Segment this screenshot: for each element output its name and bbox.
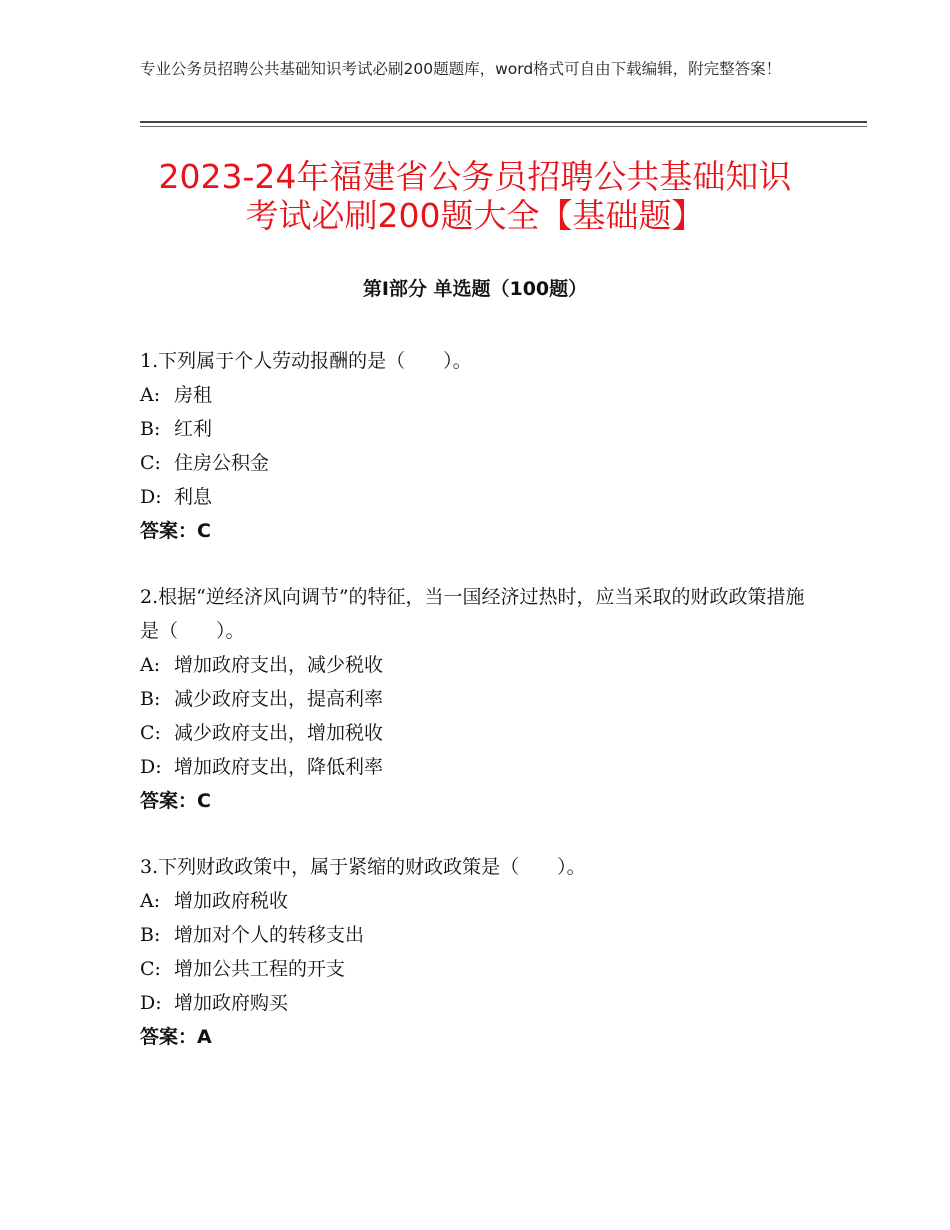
answer-line: 答案：C	[140, 520, 211, 542]
section-heading: 第Ⅰ部分 单选题（100题）	[362, 278, 588, 300]
document-title	[100, 157, 850, 235]
option-letter: A:	[140, 890, 161, 912]
option-letter: C:	[140, 722, 161, 744]
option-a	[140, 378, 820, 412]
option-letter: B:	[140, 924, 161, 946]
option-c	[140, 952, 820, 986]
option-text: 减少政府支出，增加税收	[174, 722, 384, 744]
option-text: 增加政府支出，减少税收	[174, 654, 384, 676]
option-letter: B:	[140, 688, 161, 710]
header-rule-thin	[140, 126, 867, 127]
question-stem: 2.根据“逆经济风向调节”的特征，当一国经济过热时，应当采取的财政政策措施是（ ）。	[140, 586, 805, 642]
option-text: 住房公积金	[174, 452, 270, 474]
option-text: 增加公共工程的开支	[174, 958, 346, 980]
option-text: 增加政府支出，降低利率	[174, 756, 384, 778]
option-letter: D:	[140, 992, 162, 1014]
option-text: 增加政府购买	[174, 992, 289, 1014]
option-text: 房租	[174, 384, 213, 406]
option-b	[140, 682, 820, 716]
option-a	[140, 648, 820, 682]
option-b	[140, 918, 820, 952]
option-letter: B:	[140, 418, 161, 440]
option-letter: D:	[140, 486, 162, 508]
option-text: 红利	[174, 418, 213, 440]
question-3	[140, 850, 820, 1054]
option-text: 减少政府支出，提高利率	[174, 688, 384, 710]
option-a	[140, 884, 820, 918]
option-text: 利息	[174, 486, 213, 508]
option-c	[140, 446, 820, 480]
question-1	[140, 344, 820, 548]
question-2	[140, 580, 820, 818]
option-text: 增加对个人的转移支出	[174, 924, 365, 946]
title-line-1: 2023-24年福建省公务员招聘公共基础知识	[158, 157, 792, 196]
answer-line: 答案：C	[140, 790, 211, 812]
option-letter: C:	[140, 452, 161, 474]
option-d	[140, 986, 820, 1020]
option-b	[140, 412, 820, 446]
option-d	[140, 750, 820, 784]
title-line-2: 考试必刷200题大全【基础题】	[245, 196, 705, 235]
option-letter: A:	[140, 384, 161, 406]
answer-line: 答案：A	[140, 1026, 212, 1048]
header-rule-thick	[140, 121, 867, 123]
option-c	[140, 716, 820, 750]
question-stem: 3.下列财政政策中，属于紧缩的财政政策是（ ）。	[140, 856, 586, 878]
header-note: 专业公务员招聘公共基础知识考试必刷200题题库，word格式可自由下载编辑，附完整答案！	[140, 60, 782, 78]
option-letter: C:	[140, 958, 161, 980]
question-stem: 1.下列属于个人劳动报酬的是（ ）。	[140, 350, 472, 372]
option-text: 增加政府税收	[174, 890, 289, 912]
option-letter: D:	[140, 756, 162, 778]
question-list	[140, 344, 820, 1086]
option-letter: A:	[140, 654, 161, 676]
option-d	[140, 480, 820, 514]
